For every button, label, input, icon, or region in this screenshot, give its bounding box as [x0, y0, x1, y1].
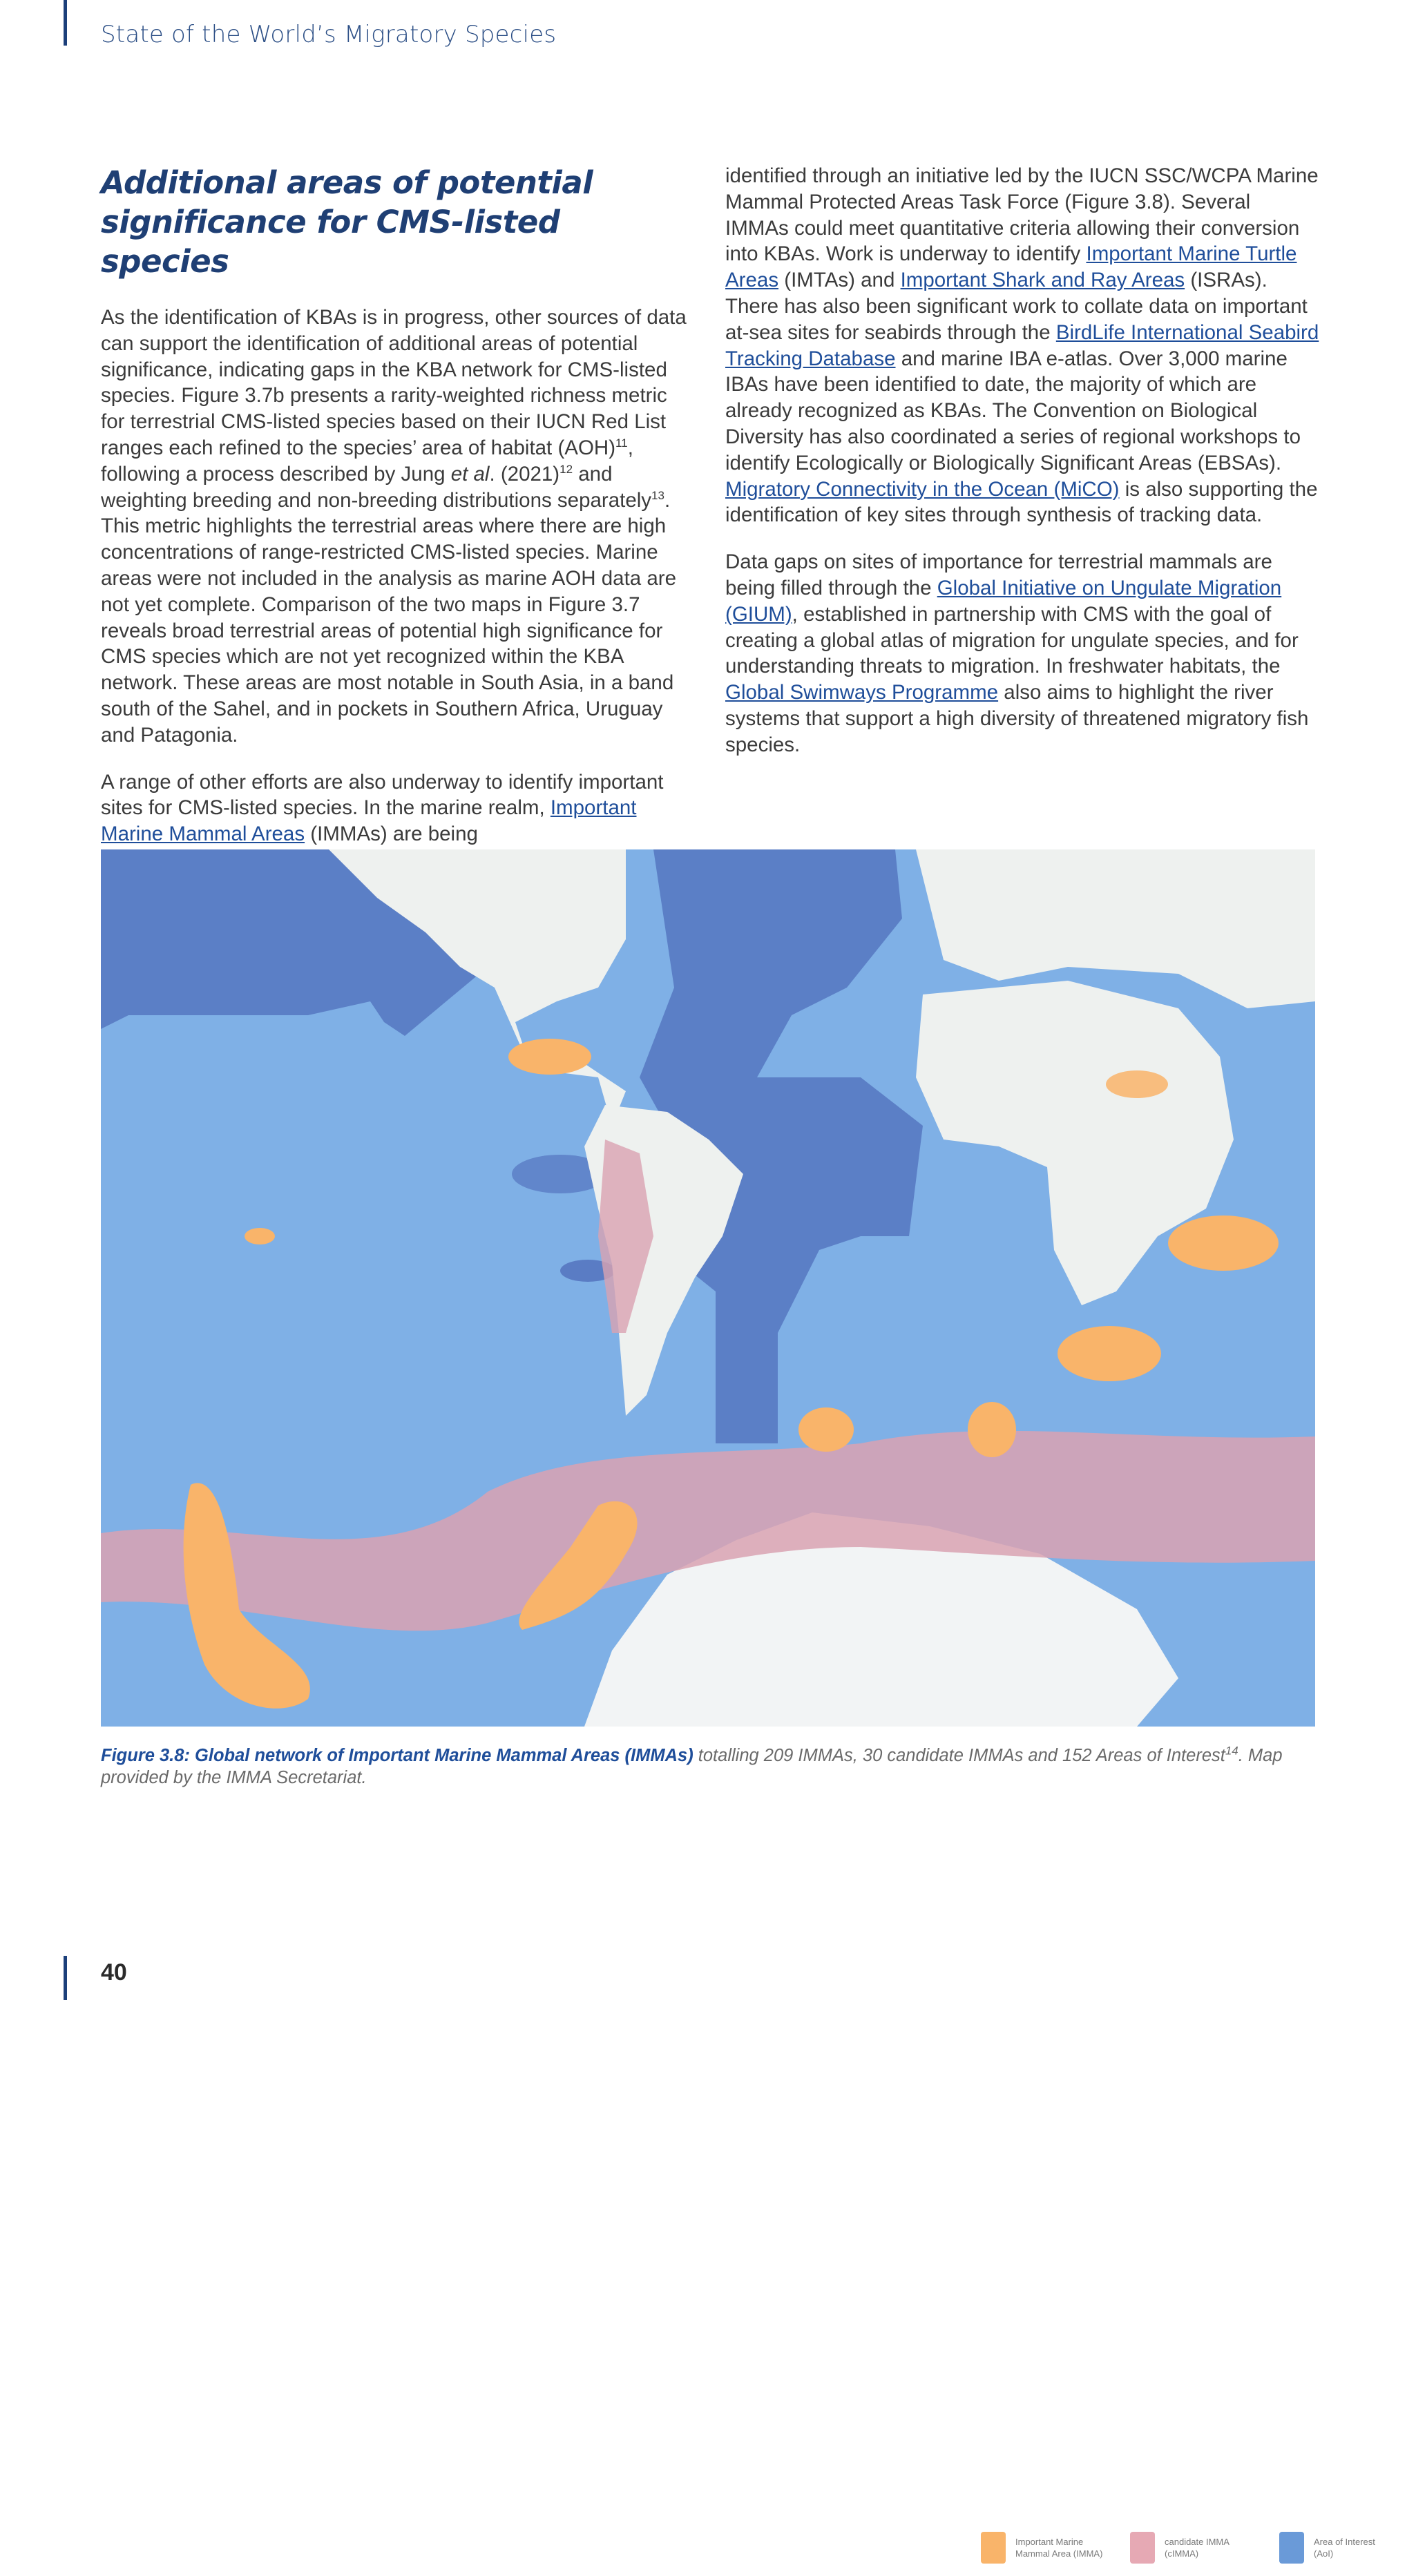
footnote-ref-13[interactable]: 13 [651, 488, 664, 502]
imma-pacific-islands [245, 1228, 275, 1244]
link-isras[interactable]: Important Shark and Ray Areas [900, 269, 1185, 292]
left-column [101, 163, 695, 868]
page-number: 40 [101, 1959, 127, 1986]
running-title: State of the World’s Migratory Species [101, 21, 557, 48]
link-gium[interactable]: Global Initiative on Ungulate Migration (GIUM) [725, 576, 1282, 626]
link-immas[interactable]: Important Marine Mammal Areas [101, 796, 637, 846]
paragraph-other-efforts: A range of other efforts are also underway to identify important sites for CMS-listed species. In the marine realm, Important Marine Mammal Areas (IMMAs) are being [101, 770, 664, 846]
link-seabird-tracking-database[interactable]: BirdLife International Seabird Tracking Database [725, 320, 1319, 370]
imma-indian-ocean-1 [1168, 1215, 1279, 1271]
figure-caption: Figure 3.8: Global network of Important Marine Mammal Areas (IMMAs) totalling 209 IMMAs, 30 candidate IMMAs and 152 Areas of Interest$^{14}$. Map provided by the IMMA Secretariat. [101, 1744, 1283, 1787]
legend-item-imma [981, 2532, 1118, 2564]
footnote-ref-14[interactable]: 14 [1225, 1744, 1238, 1758]
right-column [725, 163, 1319, 779]
legend-item-cimma [1130, 2532, 1267, 2564]
imma-south-georgia [968, 1402, 1016, 1457]
link-imtas[interactable]: Important Marine Turtle Areas [725, 242, 1297, 292]
link-swimways[interactable]: Global Swimways Programme [725, 681, 999, 704]
section-heading: Additional areas of potential significance for CMS-listed species [101, 164, 593, 280]
legend-swatch-imma [981, 2532, 1006, 2564]
legend-item-aoi [1279, 2532, 1416, 2564]
imma-gulf-california [508, 1039, 591, 1075]
paragraph-terrestrial-gaps: Data gaps on sites of importance for terrestrial mammals are being filled through the Global Initiative on Ungulate Migration (GIUM), established in partnership with CMS with the goal of creating a global atlas of migration for ungulate species, and for understanding threats to migration. In freshwater habitats, the Global Swimways Programme also aims to highlight the river systems that support a high diversity of threatened migratory fish species. [725, 550, 1309, 756]
footer-accent-bar [64, 1956, 67, 2000]
legend-label-aoi: Area of Interest (AoI) [1314, 2537, 1375, 2559]
footnote-ref-11[interactable]: 11 [615, 436, 628, 450]
link-mico[interactable]: Migratory Connectivity in the Ocean (MiCO) [725, 477, 1120, 501]
imma-indian-ocean-2 [1058, 1326, 1161, 1381]
footnote-ref-12[interactable]: 12 [559, 462, 573, 476]
caption-title: Global network of Important Marine Mammal Areas (IMMAs) [189, 1746, 693, 1765]
caption-label: Figure 3.8: [101, 1746, 190, 1765]
legend-swatch-aoi [1279, 2532, 1304, 2564]
paragraph-kba-gaps: As the identification of KBAs is in progress, other sources of data can support the identification of additional areas of potential significance, indicating gaps in the KBA network for CMS-listed species. Figure 3.7b presents a rarity-weighted richness metric for terrestrial CMS-listed species based on their IUCN Red List ranges each refined to the species’ area of habitat (AOH)$^{11}$, following a process described by Jung et al. $(2021)^{12}$ and weighting breeding and non-breeding distributions separately$^{13}$. This metric highlights the terrestrial areas where there are high concentrations of range-restricted CMS-listed species. Marine areas were not included in the analysis as marine AOH data are not yet complete. Comparison of the two maps in Figure 3.7 reveals broad terrestrial areas of potential high significance for CMS species which are not yet recognized within the KBA network. These areas are most notable in South Asia, in a band south of the Sahel, and in pockets in Southern Africa, Uruguay and Patagonia. [101, 306, 687, 747]
legend-swatch-cimma [1130, 2532, 1155, 2564]
header-accent-bar [64, 0, 67, 46]
imma-mediterranean [1106, 1070, 1168, 1098]
imma-falklands [798, 1407, 854, 1452]
map-legend [968, 2519, 1416, 2576]
map-graphic [101, 849, 1315, 1727]
paragraph-marine-sites: identified through an initiative led by the IUCN SSC/WCPA Marine Mammal Protected Areas Task Force (Figure 3.8). Several IMMAs could meet quantitative criteria allowing their conversion into KBAs. Work is underway to identify Important Marine Turtle Areas (IMTAs) and Important Shark and Ray Areas (ISRAs). There has also been significant work to collate data on important at-sea sites for seabirds through the BirdLife International Seabird Tracking Database and marine IBA e-atlas. Over 3,000 marine IBAs have been identified to date, the majority of which are already recognized as KBAs. The Convention on Biological Diversity has also coordinated a series of regional workshops to identify Ecologically or Biologically Significant Areas (EBSAs). Migratory Connectivity in the Ocean (MiCO) is also supporting the identification of key sites through synthesis of tracking data. [725, 164, 1319, 527]
legend-label-cimma: candidate IMMA (cIMMA) [1165, 2537, 1230, 2559]
legend-label-imma: Important Marine Mammal Area (IMMA) [1015, 2537, 1103, 2559]
